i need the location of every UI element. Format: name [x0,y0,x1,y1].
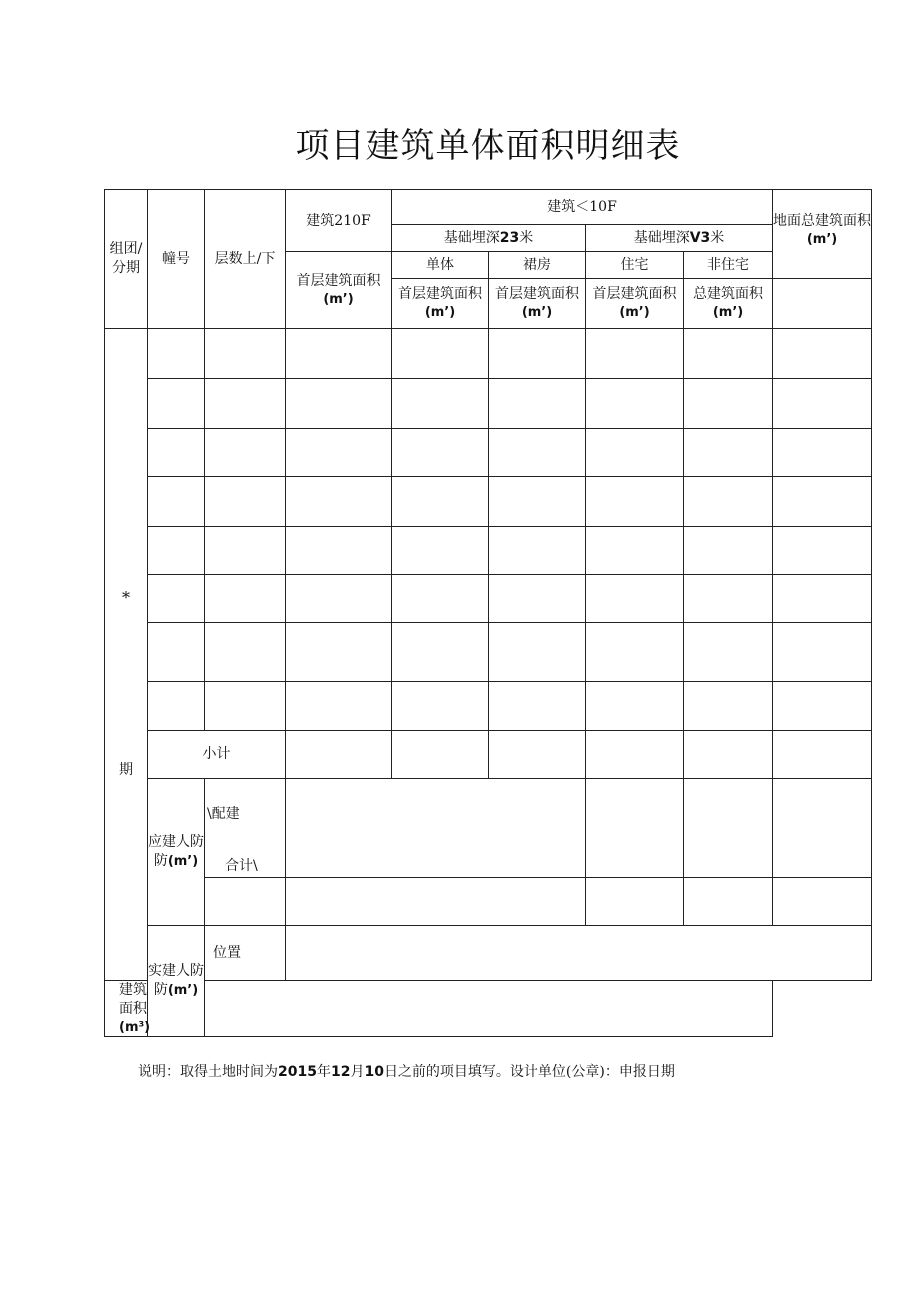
footnote: 说明：取得土地时间为2015年12月10日之前的项目填写。设计单位(公章)：申报日期 [138,1064,675,1080]
header-first-floor-ge: 首层建筑面积 (m’) [286,252,392,329]
subtotal-label: 小计 [148,731,286,779]
header-residential-area: 首层建筑面积 (m’) [586,279,684,329]
header-non-residential: 非住宅 [684,252,773,279]
header-blank [773,279,872,329]
page-title: 项目建筑单体面积明细表 [295,126,681,166]
header-podium-area: 首层建筑面积 (m’) [489,279,586,329]
civil-defense-actual-row-2 [105,981,872,1037]
header-lt10: 建筑＜10F [392,190,773,225]
phase-star: * [122,588,130,607]
header-ge10: 建筑210F [286,190,392,252]
header-group: 组团/分期 [105,190,148,329]
subtotal-row [105,731,872,779]
phase-label: 期 [119,762,133,778]
table-row [105,477,872,527]
header-single-area: 首层建筑面积 (m’) [392,279,489,329]
civil-defense-required-row [105,779,872,878]
phase-cell [105,329,148,981]
header-single: 单体 [392,252,489,279]
header-residential: 住宅 [586,252,684,279]
header-ground-total: 地面总建筑面积 (m’) [773,190,872,279]
header-podium: 裙房 [489,252,586,279]
header-depth-ge: 基础埋深23米 [392,225,586,252]
table-row [105,682,872,731]
location-label: 位置 [205,926,286,981]
header-depth-lt: 基础埋深V3米 [586,225,773,252]
table-row [105,379,872,429]
building-area-label: 建筑面积 (m³) [105,981,148,1037]
civil-defense-actual-row [105,926,872,981]
civil-defense-required-label: 应建人防 防(m’) [148,779,205,926]
table-row [105,623,872,682]
civil-defense-required-row-2 [105,878,872,926]
civil-defense-actual-label: 实建人防 防(m’) [148,926,205,1037]
table-row [105,329,872,379]
table-row [105,575,872,623]
peijian-heji-label: \配建 合计\ [205,779,286,878]
header-building-no: 幢号 [148,190,205,329]
header-non-residential-area: 总建筑面积 (m’) [684,279,773,329]
table-row [105,429,872,477]
header-floors: 层数上/下 [205,190,286,329]
area-detail-table [104,189,872,1037]
table-row [105,527,872,575]
